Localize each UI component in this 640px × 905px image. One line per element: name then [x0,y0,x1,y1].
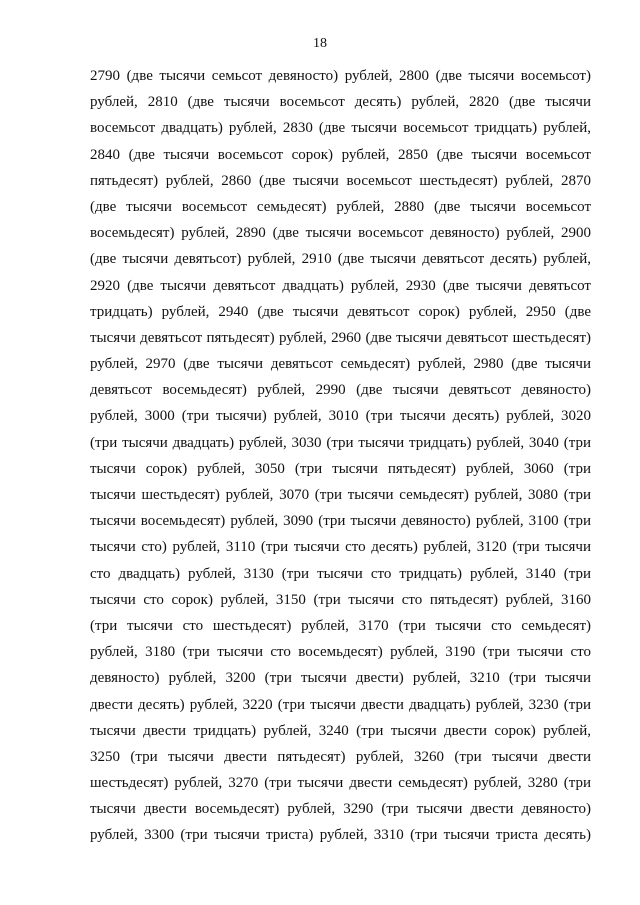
text-line: (три тысячи сто шестьдесят) рублей, 3170 (три тысячи сто семьдесят) [90,617,591,634]
text-line: тысячи сорок) рублей, 3050 (три тысячи пятьдесят) рублей, 3060 (три [90,460,591,477]
text-line: (две тысячи восемьсот семьдесят) рублей, 2880 (две тысячи восемьсот [90,198,591,215]
text-line: рублей, 2810 (две тысячи восемьсот десять) рублей, 2820 (две тысячи [90,94,591,111]
text-line: 2840 (две тысячи восемьсот сорок) рублей, 2850 (две тысячи восемьсот [90,146,591,163]
text-line: (две тысячи девятьсот) рублей, 2910 (две тысячи девятьсот десять) рублей, [90,251,591,268]
text-line: тысячи восемьдесят) рублей, 3090 (три тысячи девяносто) рублей, 3100 (три [90,513,591,530]
text-line: тысячи сто сорок) рублей, 3150 (три тысячи сто пятьдесят) рублей, 3160 [90,591,591,608]
text-line: 2790 (две тысячи семьсот девяносто) рублей, 2800 (две тысячи восемьсот) [90,68,591,84]
text-line: тридцать) рублей, 2940 (две тысячи девятьсот сорок) рублей, 2950 (две [90,303,591,320]
text-line: рублей, 2970 (две тысячи девятьсот семьдесят) рублей, 2980 (две тысячи [90,356,591,373]
text-line: восемьсот двадцать) рублей, 2830 (две тысячи восемьсот тридцать) рублей, [90,120,591,137]
text-line: пятьдесят) рублей, 2860 (две тысячи восемьсот шестьдесят) рублей, 2870 [90,172,591,189]
text-line: тысячи шестьдесят) рублей, 3070 (три тысячи семьдесят) рублей, 3080 (три [90,487,591,503]
text-line: тысячи двести тридцать) рублей, 3240 (три тысячи двести сорок) рублей, [90,722,591,739]
text-line: двести десять) рублей, 3220 (три тысячи двести двадцать) рублей, 3230 (три [90,696,591,713]
text-line: тысячи двести восемьдесят) рублей, 3290 (три тысячи двести девяносто) [90,801,591,818]
text-line: 3250 (три тысячи двести пятьдесят) рублей, 3260 (три тысячи двести [90,748,591,765]
text-line: рублей, 3300 (три тысячи триста) рублей, 3310 (три тысячи триста десять) [90,827,591,844]
text-line: рублей, 3180 (три тысячи сто восемьдесят) рублей, 3190 (три тысячи сто [90,644,591,661]
text-line: сто двадцать) рублей, 3130 (три тысячи сто тридцать) рублей, 3140 (три [90,565,591,582]
text-line: 2920 (две тысячи девятьсот двадцать) рублей, 2930 (две тысячи девятьсот [90,277,591,294]
page-number: 18 [313,36,327,51]
text-line: восемьдесят) рублей, 2890 (две тысячи восемьсот девяносто) рублей, 2900 [90,225,591,242]
text-line: (три тысячи двадцать) рублей, 3030 (три тысячи тридцать) рублей, 3040 (три [90,434,591,451]
text-line: тысячи девятьсот пятьдесят) рублей, 2960 (две тысячи девятьсот шестьдесят) [90,329,591,346]
text-line: девятьсот восемьдесят) рублей, 2990 (две тысячи девятьсот девяносто) [90,382,591,399]
text-line: девяносто) рублей, 3200 (три тысячи двести) рублей, 3210 (три тысячи [90,670,591,687]
text-line: рублей, 3000 (три тысячи) рублей, 3010 (три тысячи десять) рублей, 3020 [90,408,591,425]
text-line: шестьдесят) рублей, 3270 (три тысячи двести семьдесят) рублей, 3280 (три [90,775,591,792]
text-line: тысячи сто) рублей, 3110 (три тысячи сто десять) рублей, 3120 (три тысячи [90,539,591,556]
document-body [90,63,591,849]
